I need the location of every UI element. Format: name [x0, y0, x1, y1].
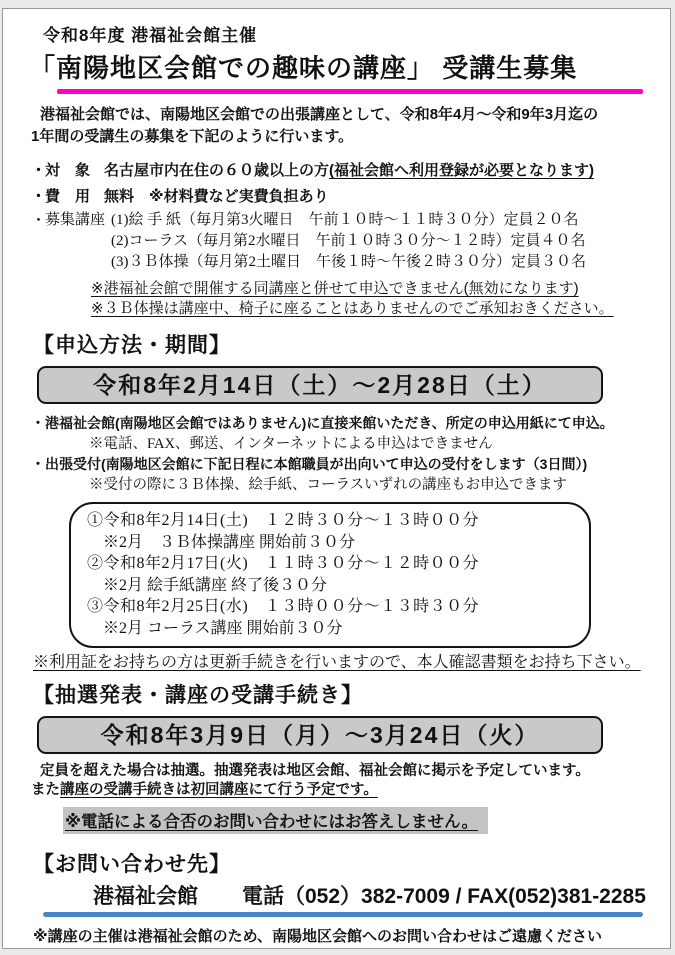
bullet-mark: ・ — [31, 212, 47, 229]
lottery-para-line-2 — [31, 781, 650, 800]
apply-bullet-2: ・出張受付(南陽地区会館に下記日程に本館職員が出向いて申込の受付をします（3日間）) — [31, 456, 588, 472]
detail-recruit-row — [31, 210, 670, 273]
organizer-note-wrap — [33, 925, 670, 949]
organizer-note: ※講座の主催は港福祉会館のため、南陽地区会館へのお問い合わせはご遠慮ください — [33, 925, 602, 949]
apply-note-1: ※電話、FAX、郵送、インターネットによる申込はできません — [89, 435, 493, 452]
lottery-para-line-1: 定員を超えた場合は抽選。抽選発表は地区会館、福祉会館に掲示を予定しています。 — [40, 763, 590, 779]
lottery-heading: 【抽選発表・講座の受講手続き】 — [33, 684, 363, 707]
apply-method-list — [31, 413, 670, 495]
license-note — [33, 653, 670, 673]
detail-label-fee: 費 用 — [45, 188, 91, 205]
schedule-note-1: ※2月 ３Ｂ体操講座 開始前３０分 — [103, 533, 356, 551]
license-note-text: ※利用証をお持ちの方は更新手続きを行いますので、本人確認書類をお持ち下さい。 — [33, 654, 641, 671]
schedule-note-3: ※2月 コーラス講座 開始前３０分 — [103, 619, 343, 637]
contact-name: 港福祉会館 — [93, 885, 198, 908]
lottery-line2-underlined: 講座の受講手続きは初回講座にて行う予定です。 — [60, 782, 378, 798]
apply-period-box: 令和8年2月14日（土）～2月28日（土） — [37, 366, 603, 404]
page-title: 「南陽地区会館での趣味の講座」 受講生募集 — [29, 53, 578, 83]
header-subtitle: 令和8年度 港福祉会館主催 — [43, 26, 258, 45]
visit-schedule-box — [69, 502, 591, 648]
phone-inquiry-note-wrap — [63, 807, 670, 834]
lottery-paragraph — [31, 762, 650, 800]
bullet-mark: ・ — [31, 188, 47, 205]
apply-heading: 【申込方法・期間】 — [33, 334, 231, 357]
contact-underline-rule — [43, 912, 643, 917]
detail-label-target: 対 象 — [45, 162, 91, 179]
detail-target-row — [31, 158, 670, 184]
schedule-date-3: ③令和8年2月25日(水) １３時００分～１３時３０分 — [87, 598, 480, 615]
detail-text-fee: 無料 ※材料費など実費負担あり — [104, 188, 329, 205]
lottery-period-box: 令和8年3月9日（月）～3月24日（火） — [37, 716, 603, 754]
apply-bullet-1: ・港福祉会館(南陽地区会館ではありません)に直接来館いただき、所定の申込用紙にて申込。 — [31, 415, 614, 431]
intro-paragraph — [31, 104, 646, 148]
lottery-line2-plain: また — [31, 782, 60, 798]
course-item-1: (1)絵 手 紙（毎月第3火曜日 午前１０時～１１時３０分）定員２０名 — [111, 212, 579, 228]
detail-notes — [91, 279, 670, 319]
detail-label-recruit: 募集講座 — [45, 212, 106, 228]
schedule-date-1: ①令和8年2月14日(土) １２時３０分～１３時００分 — [87, 512, 480, 529]
phone-inquiry-note: ※電話による合否のお問い合わせにはお答えしません。 — [63, 807, 488, 834]
course-item-2: (2)コーラス（毎月第2水曜日 午前１０時３０分～１２時）定員４０名 — [111, 233, 586, 249]
contact-phone: 電話（052）382-7009 / FAX(052)381-2285 — [242, 885, 646, 908]
schedule-note-2: ※2月 絵手紙講座 終了後３０分 — [103, 576, 328, 594]
detail-fee-row — [31, 184, 670, 210]
schedule-date-2: ②令和8年2月17日(火) １１時３０分～１２時００分 — [87, 555, 480, 572]
detail-list — [31, 158, 670, 273]
target-text-underlined: (福祉会館へ利用登録が必要となります) — [329, 162, 595, 179]
title-accent-rule — [57, 89, 643, 94]
apply-note-2: ※受付の際に３Ｂ体操、絵手紙、コーラスいずれの講座もお申込できます — [89, 476, 568, 493]
detail-note-1: ※港福祉会館で開催する同講座と併せて申込できません(無効になります) — [91, 280, 579, 297]
detail-note-2: ※３Ｂ体操は講座中、椅子に座ることはありませんのでご承知おきください。 — [91, 300, 614, 317]
contact-line — [93, 880, 670, 910]
contact-heading: 【お問い合わせ先】 — [33, 853, 231, 876]
intro-line-1: 港福祉会館では、南陽地区会館での出張講座として、令和8年4月～令和9年3月迄の — [40, 106, 599, 123]
detail-text-target — [104, 158, 594, 184]
course-item-3: (3)３Ｂ体操（毎月第2土曜日 午後１時～午後２時３０分）定員３０名 — [111, 254, 587, 270]
bullet-mark: ・ — [31, 162, 47, 179]
flyer-page — [2, 8, 671, 949]
target-text-plain: 名古屋市内在住の６０歳以上の方 — [104, 162, 330, 179]
course-list — [111, 210, 586, 273]
intro-line-2: 1年間の受講生の募集を下記のように行います。 — [31, 128, 354, 145]
